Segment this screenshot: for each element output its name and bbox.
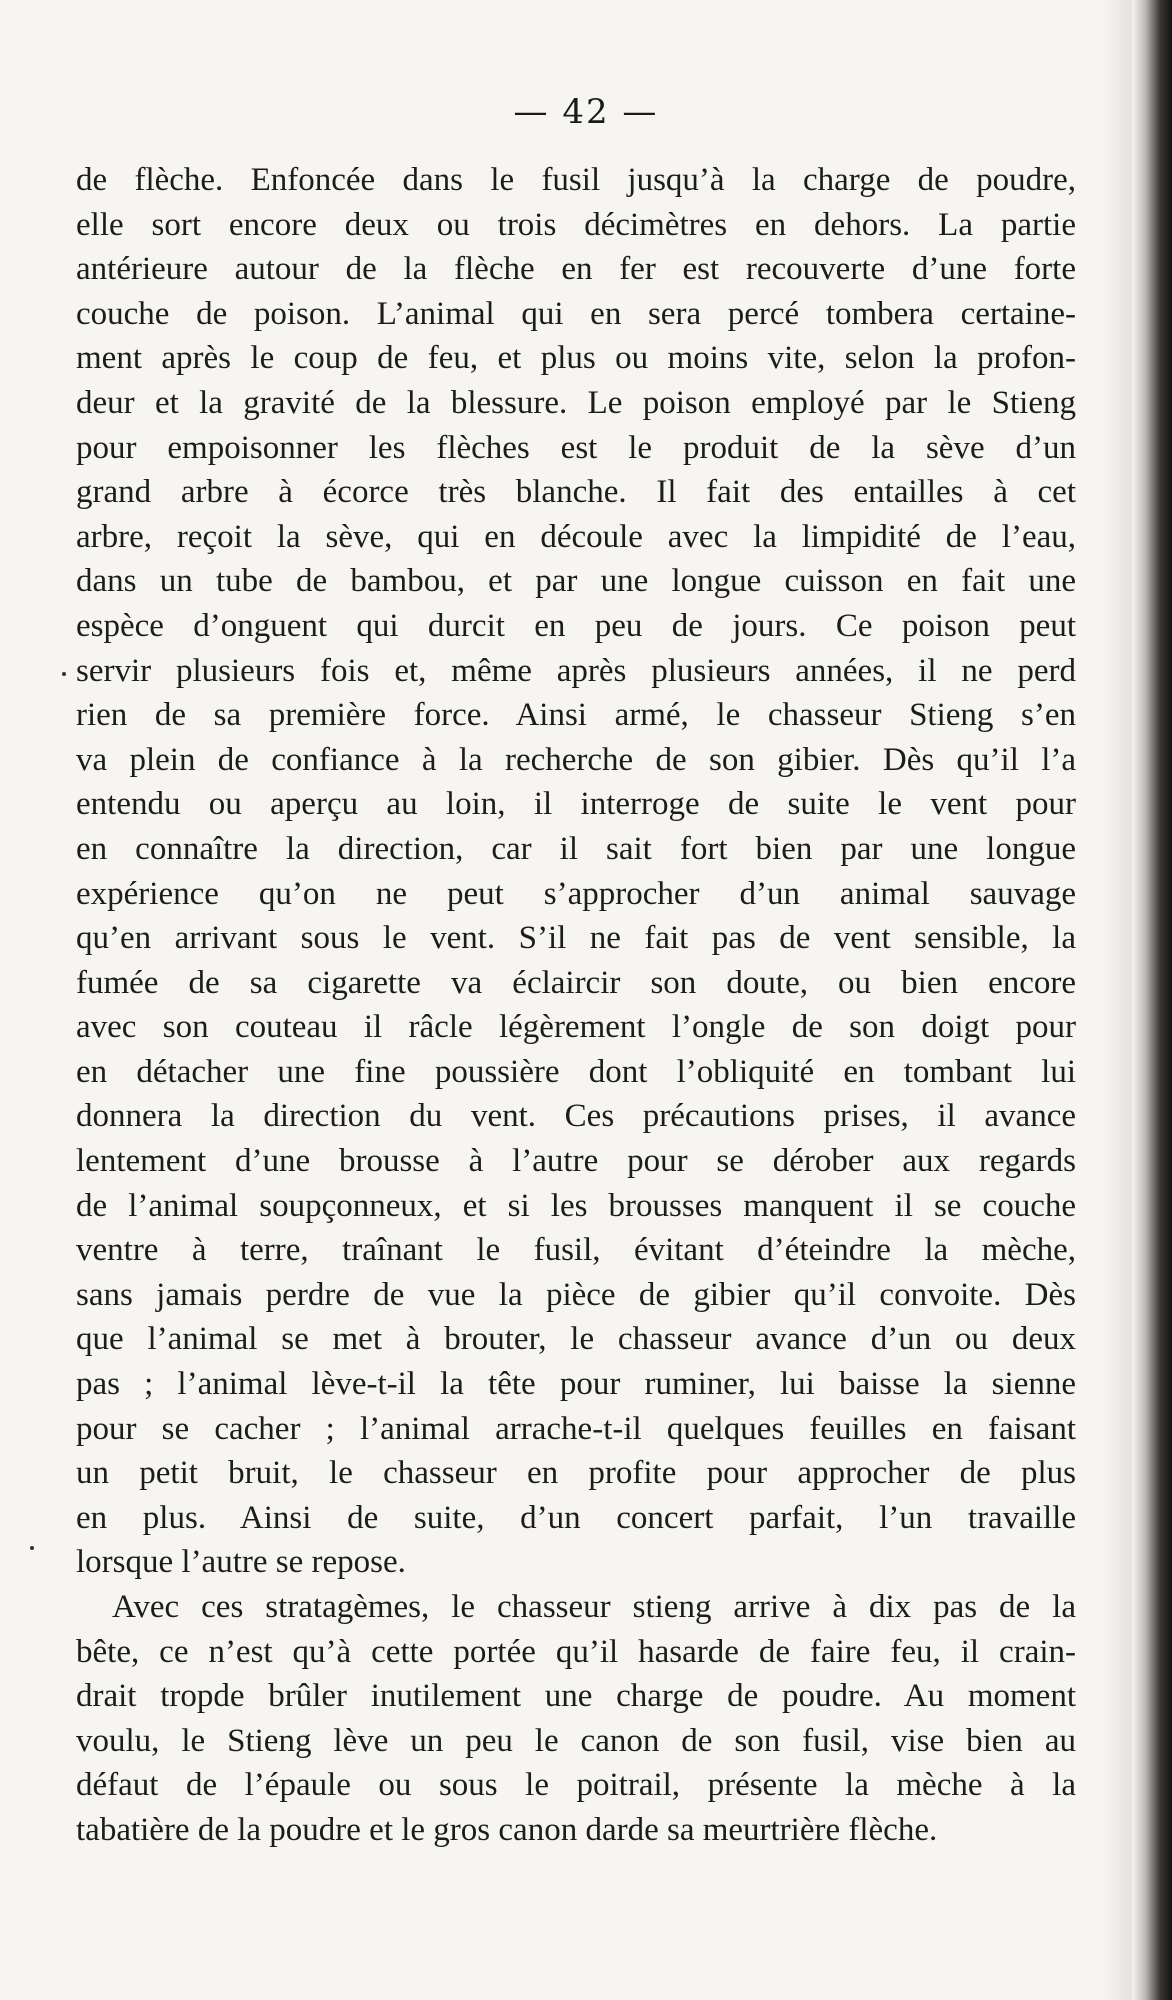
text-line: défaut de l’épaule ou sous le poitrail, présente la mèche à la	[76, 1767, 1076, 1804]
text-line: rien de sa première force. Ainsi armé, le chasseur Stieng s’en	[76, 697, 1076, 734]
text-line: lentement d’une brousse à l’autre pour se dérober aux regards	[76, 1143, 1076, 1180]
text-line: que l’animal se met à brouter, le chasseur avance d’un ou deux	[76, 1321, 1076, 1358]
text-line: grand arbre à écorce très blanche. Il fait des entailles à cet	[76, 474, 1076, 511]
text-line: ment après le coup de feu, et plus ou moins vite, selon la profon-	[76, 340, 1076, 377]
paragraph-end-line: lorsque l’autre se repose.	[76, 1544, 406, 1581]
text-line: en détacher une fine poussière dont l’obliquité en tombant lui	[76, 1053, 1076, 1090]
text-line: en plus. Ainsi de suite, d’un concert parfait, l’un travaille	[76, 1499, 1076, 1536]
text-line: sans jamais perdre de vue la pièce de gibier qu’il convoite. Dès	[76, 1276, 1076, 1313]
final-line: tabatière de la poudre et le gros canon darde sa meurtrière flèche.	[76, 1811, 938, 1848]
text-line: ventre à terre, traînant le fusil, évitant d’éteindre la mèche,	[76, 1232, 1076, 1269]
text-line: servir plusieurs fois et, même après plusieurs années, il ne perd	[76, 652, 1076, 689]
text-line: couche de poison. L’animal qui en sera percé tombera certaine-	[76, 295, 1076, 332]
text-line: fumée de sa cigarette va éclaircir son doute, ou bien encore	[76, 964, 1076, 1001]
print-speck	[30, 1546, 34, 1550]
text-line: va plein de confiance à la recherche de son gibier. Dès qu’il l’a	[76, 741, 1076, 778]
print-speck	[62, 672, 66, 676]
text-line: qu’en arrivant sous le vent. S’il ne fait pas de vent sensible, la	[76, 920, 1076, 957]
text-line: drait tropde brûler inutilement une charge de poudre. Au moment	[76, 1678, 1076, 1715]
text-line: pour empoisonner les flèches est le produit de la sève d’un	[76, 429, 1076, 466]
text-line: de flèche. Enfoncée dans le fusil jusqu’à la charge de poudre,	[76, 162, 1076, 198]
page-gutter-shade	[1102, 0, 1132, 2000]
text-line: arbre, reçoit la sève, qui en découle avec la limpidité de l’eau,	[76, 518, 1076, 555]
text-line: dans un tube de bambou, et par une longue cuisson en fait une	[76, 563, 1076, 600]
text-line: en connaître la direction, car il sait fort bien par une longue	[76, 830, 1076, 867]
text-line: un petit bruit, le chasseur en profite pour approcher de plus	[76, 1455, 1076, 1492]
text-line: antérieure autour de la flèche en fer est recouverte d’une forte	[76, 251, 1076, 288]
text-line: bête, ce n’est qu’à cette portée qu’il hasarde de faire feu, il crain-	[76, 1633, 1076, 1670]
paragraph-start-line: Avec ces stratagèmes, le chasseur stieng arrive à dix pas de la	[112, 1589, 1076, 1625]
text-line: de l’animal soupçonneux, et si les brousses manquent il se couche	[76, 1187, 1076, 1224]
page-number: — 42 —	[513, 92, 659, 132]
text-line: expérience qu’on ne peut s’approcher d’un animal sauvage	[76, 875, 1076, 912]
text-line: elle sort encore deux ou trois décimètres en dehors. La partie	[76, 206, 1076, 243]
text-line: pas ; l’animal lève-t-il la tête pour ruminer, lui baisse la sienne	[76, 1366, 1076, 1403]
text-line: donnera la direction du vent. Ces précautions prises, il avance	[76, 1098, 1076, 1135]
text-line: entendu ou aperçu au loin, il interroge de suite le vent pour	[76, 786, 1076, 823]
body-text	[76, 158, 1076, 1853]
text-line: avec son couteau il râcle légèrement l’ongle de son doigt pour	[76, 1009, 1076, 1046]
text-line: deur et la gravité de la blessure. Le poison employé par le Stieng	[76, 384, 1076, 421]
book-binding-edge	[1132, 0, 1172, 2000]
text-line: pour se cacher ; l’animal arrache-t-il quelques feuilles en faisant	[76, 1410, 1076, 1447]
text-line: espèce d’onguent qui durcit en peu de jours. Ce poison peut	[76, 607, 1076, 644]
text-line: voulu, le Stieng lève un peu le canon de son fusil, vise bien au	[76, 1722, 1076, 1759]
